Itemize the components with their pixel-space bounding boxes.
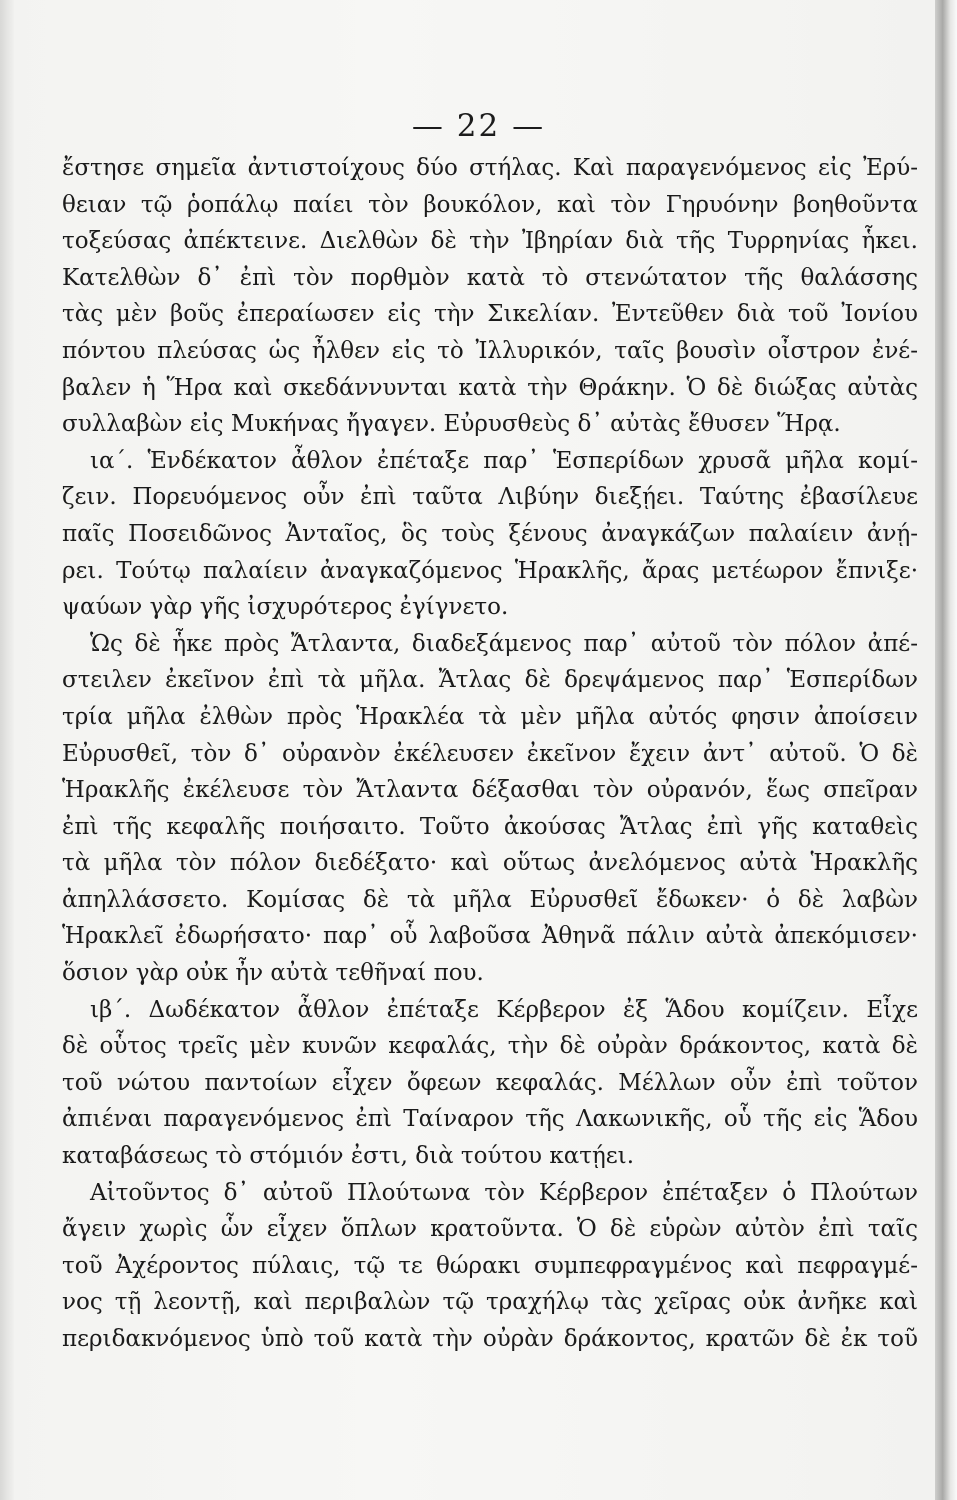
text-line: Εὐρυσθεῖ, τὸν δ᾽ οὐρανὸν ἐκέλευσεν ἐκεῖνον ἔχειν ἀντ᾽ αὐτοῦ. Ὁ δὲ	[62, 740, 918, 767]
text-line: νος τῇ λεοντῇ, καὶ περιβαλὼν τῷ τραχήλῳ τὰς χεῖρας οὐκ ἀνῆκε καὶ	[62, 1289, 918, 1316]
text-line: Ἡρακλεῖ ἐδωρήσατο· παρ᾽ οὗ λαβοῦσα Ἀθηνᾶ πάλιν αὐτὰ ἀπεκόμισεν·	[62, 923, 918, 950]
text-line: ψαύων γὰρ γῆς ἰσχυρότερος ἐγίγνετο.	[62, 594, 509, 621]
text-line: Ἡρακλῆς ἐκέλευσε τὸν Ἄτλαντα δέξασθαι τὸν οὐρανόν, ἕως σπεῖραν	[62, 777, 918, 804]
page-left-edge	[0, 0, 14, 1500]
text-line: ὅσιον γὰρ οὐκ ἦν αὐτὰ τεθῆναί που.	[62, 960, 484, 987]
text-line: τὰ μῆλα τὸν πόλον διεδέξατο· καὶ οὕτως ἀνελόμενος αὐτὰ Ἡρακλῆς	[62, 850, 918, 877]
text-line: Ὡς δὲ ἧκε πρὸς Ἄτλαντα, διαδεξάμενος παρ᾽ αὐτοῦ τὸν πόλον ἀπέ-	[90, 630, 918, 657]
text-line: θειαν τῷ ῥοπάλῳ παίει τὸν βουκόλον, καὶ τὸν Γηρυόνην βοηθοῦντα	[62, 191, 918, 218]
body-text	[62, 150, 918, 1358]
text-line: ἔστησε σημεῖα ἀντιστοίχους δύο στήλας. Καὶ παραγενόμενος εἰς Ἐρύ-	[62, 155, 918, 181]
text-line: ἐπὶ τῆς κεφαλῆς ποιήσαιτο. Τοῦτο ἀκούσας Ἄτλας ἐπὶ γῆς καταθεὶς	[62, 813, 918, 840]
text-line: στειλεν ἐκεῖνον ἐπὶ τὰ μῆλα. Ἄτλας δὲ δρεψάμενος παρ᾽ Ἑσπερίδων	[62, 667, 918, 694]
text-line: συλλαβὼν εἰς Μυκήνας ἤγαγεν. Εὐρυσθεὺς δ᾽ αὐτὰς ἔθυσεν Ἥρᾳ.	[62, 411, 841, 438]
text-line: τὰς μὲν βοῦς ἐπεραίωσεν εἰς τὴν Σικελίαν. Ἐντεῦθεν διὰ τοῦ Ἰονίου	[62, 301, 918, 328]
text-line: καταβάσεως τὸ στόμιόν ἐστι, διὰ τούτου κατῄει.	[62, 1143, 635, 1170]
text-line: τρία μῆλα ἐλθὼν πρὸς Ἡρακλέα τὰ μὲν μῆλα αὐτός φησιν ἀποίσειν	[62, 703, 918, 730]
text-line: ἀπηλλάσσετο. Κομίσας δὲ τὰ μῆλα Εὐρυσθεῖ ἔδωκεν· ὁ δὲ λαβὼν	[62, 886, 918, 913]
text-line: πόντου πλεύσας ὡς ἦλθεν εἰς τὸ Ἰλλυρικόν, ταῖς βουσὶν οἶστρον ἐνέ-	[62, 337, 918, 364]
text-line: ἄγειν χωρὶς ὧν εἶχεν ὅπλων κρατοῦντα. Ὁ δὲ εὑρὼν αὐτὸν ἐπὶ ταῖς	[62, 1216, 918, 1243]
text-line: περιδακνόμενος ὑπὸ τοῦ κατὰ τὴν οὐρὰν δράκοντος, κρατῶν δὲ ἐκ τοῦ	[62, 1326, 918, 1352]
text-line: δὲ οὗτος τρεῖς μὲν κυνῶν κεφαλάς, τὴν δὲ οὐρὰν δράκοντος, κατὰ δὲ	[62, 1033, 918, 1060]
text-line: τοῦ νώτου παντοίων εἶχεν ὄφεων κεφαλάς. Μέλλων οὖν ἐπὶ τοῦτον	[62, 1069, 918, 1096]
text-line: Κατελθὼν δ᾽ ἐπὶ τὸν πορθμὸν κατὰ τὸ στενώτατον τῆς θαλάσσης	[62, 264, 918, 291]
page-number: — 22 —	[411, 108, 546, 144]
text-line: ια΄. Ἑνδέκατον ἆθλον ἐπέταξε παρ᾽ Ἑσπερίδων χρυσᾶ μῆλα κομί-	[90, 447, 918, 474]
text-line: παῖς Ποσειδῶνος Ἀνταῖος, ὃς τοὺς ξένους ἀναγκάζων παλαίειν ἀνῄ-	[62, 520, 918, 547]
page-binding-edge	[935, 0, 957, 1500]
text-line: βαλεν ἡ Ἥρα καὶ σκεδάννυνται κατὰ τὴν Θράκην. Ὁ δὲ διώξας αὐτὰς	[62, 374, 918, 401]
text-line: Αἰτοῦντος δ᾽ αὐτοῦ Πλούτωνα τὸν Κέρβερον ἐπέταξεν ὁ Πλούτων	[90, 1179, 918, 1206]
text-line: ρει. Τούτῳ παλαίειν ἀναγκαζόμενος Ἡρακλῆς, ἄρας μετέωρον ἔπνιξε·	[62, 557, 918, 584]
text-line: τοξεύσας ἀπέκτεινε. Διελθὼν δὲ τὴν Ἰβηρίαν διὰ τῆς Τυρρηνίας ἧκει.	[62, 228, 918, 255]
text-line: ζειν. Πορευόμενος οὖν ἐπὶ ταῦτα Λιβύην διεξῄει. Ταύτης ἐβασίλευε	[62, 484, 918, 511]
text-line: τοῦ Ἀχέροντος πύλαις, τῷ τε θώρακι συμπεφραγμένος καὶ πεφραγμέ-	[62, 1252, 918, 1279]
text-line: ιβ΄. Δωδέκατον ἆθλον ἐπέταξε Κέρβερον ἐξ Ἅδου κομίζειν. Εἶχε	[90, 996, 918, 1023]
text-line: ἀπιέναι παραγενόμενος ἐπὶ Ταίναρον τῆς Λακωνικῆς, οὗ τῆς εἰς Ἅδου	[62, 1106, 918, 1133]
